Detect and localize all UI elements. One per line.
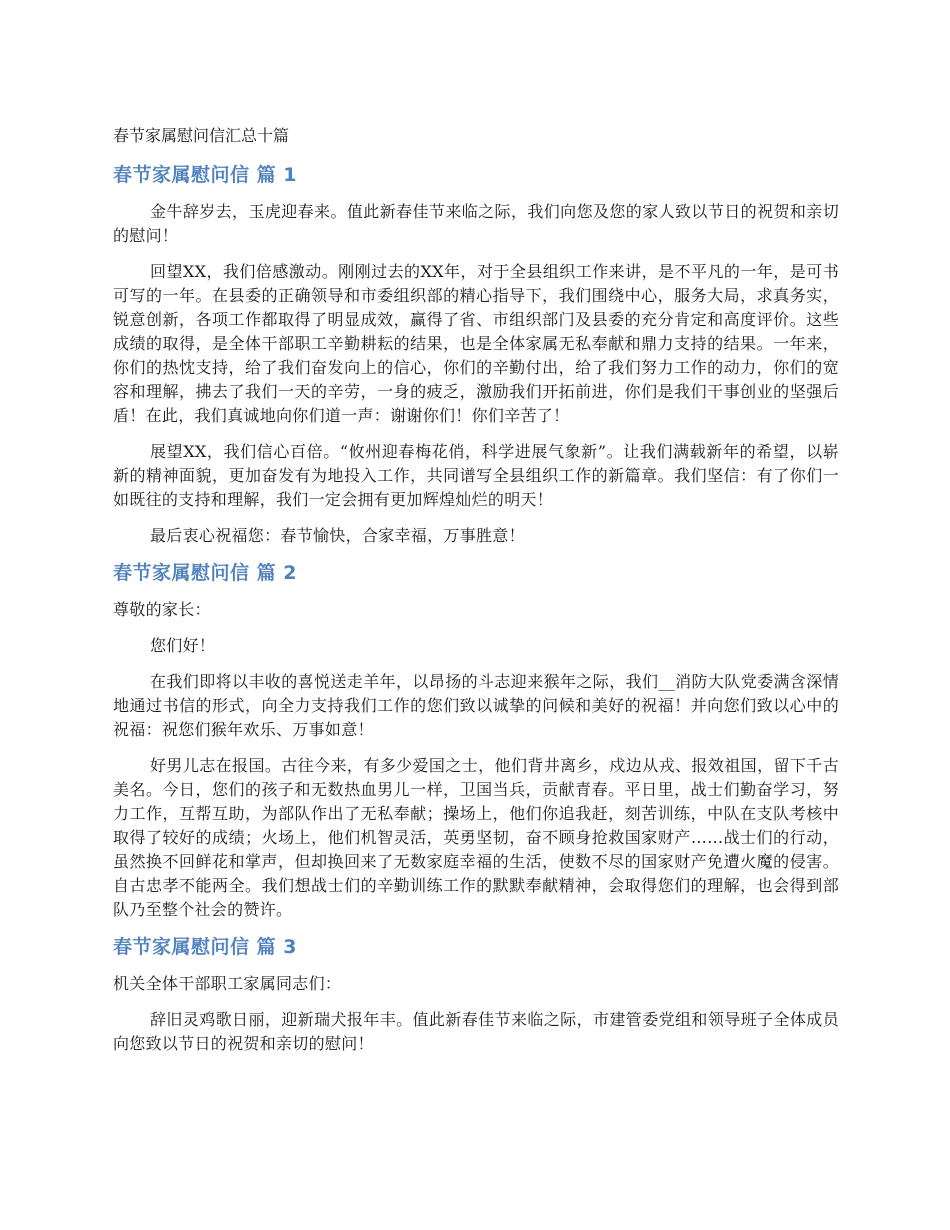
paragraph: 金牛辞岁去，玉虎迎春来。值此新春佳节来临之际，我们向您及您的家人致以节日的祝贺和亲切的慰问！	[113, 202, 839, 245]
paragraph: 回望XX，我们倍感激动。刚刚过去的XX年，对于全县组织工作来讲，是不平凡的一年，是可书可写的一年。在县委的正确领导和市委组织部的精心指导下，我们围绕中心，服务大局，求真务实，锐意创新，各项工作都取得了明显成效，赢得了省、市组织部门及县委的充分肯定和高度评价。这些成绩的取得，是全体干部职工辛勤耕耘的结果，也是全体家属无私奉献和鼎力支持的结果。一年来，你们的热忱支持，给了我们奋发向上的信心，你们的辛勤付出，给了我们努力工作的动力，你们的宽容和理解，拂去了我们一天的辛劳，一身的疲乏，激励我们开拓前进，你们是我们干事创业的坚强后盾！在此，我们真诚地向你们道一声：谢谢你们！你们辛苦了！	[113, 262, 839, 425]
section-heading: 春节家属慰问信 篇 1	[113, 164, 297, 186]
salutation: 尊敬的家长：	[113, 600, 211, 619]
paragraph: 好男儿志在报国。古往今来，有多少爱国之士，他们背井离乡，戍边从戎、报效祖国，留下千古美名。今日，您们的孩子和无数热血男儿一样，卫国当兵，贡献青春。平日里，战士们勤奋学习，努力工作，互帮互助，为部队作出了无私奉献；操场上，他们你追我赶，刻苦训练，中队在支队考核中取得了较好的成绩；火场上，他们机智灵活，英勇坚韧，奋不顾身抢救国家财产……战士们的行动，虽然换不回鲜花和掌声，但却换回来了无数家庭幸福的生活，使数不尽的国家财产免遭火魔的侵害。自古忠孝不能两全。我们想战士们的辛勤训练工作的默默奉献精神，会取得您们的理解，也会得到部队乃至整个社会的赞许。	[113, 756, 839, 919]
section-heading: 春节家属慰问信 篇 2	[113, 562, 297, 584]
salutation: 机关全体干部职工家属同志们：	[113, 974, 342, 993]
paragraph: 您们好！	[150, 636, 216, 655]
paragraph: 在我们即将以丰收的喜悦送走羊年，以昂扬的斗志迎来猴年之际，我们__消防大队党委满含深情地通过书信的形式，向全力支持我们工作的您们致以诚挚的问候和美好的祝福！并向您们致以心中的祝福：祝您们猴年欢乐、万事如意！	[113, 672, 839, 739]
section-1	[113, 162, 839, 548]
paragraph: 展望XX，我们信心百倍。“攸州迎春梅花俏，科学进展气象新”。让我们满载新年的希望，以崭新的精神面貌，更加奋发有为地投入工作，共同谱写全县组织工作的新篇章。我们坚信：有了你们一如既往的支持和理解，我们一定会拥有更加辉煌灿烂的明天！	[113, 442, 839, 509]
paragraph: 最后衷心祝福您：春节愉快，合家幸福，万事胜意！	[150, 526, 525, 545]
paragraph: 辞旧灵鸡歌日丽，迎新瑞犬报年丰。值此新春佳节来临之际，市建管委党组和领导班子全体成员向您致以节日的祝贺和亲切的慰问！	[113, 1010, 839, 1053]
section-3	[113, 934, 839, 1056]
section-heading: 春节家属慰问信 篇 3	[113, 936, 297, 958]
document-title: 春节家属慰问信汇总十篇	[113, 126, 290, 145]
section-2	[113, 560, 839, 922]
document-page	[113, 124, 839, 1068]
